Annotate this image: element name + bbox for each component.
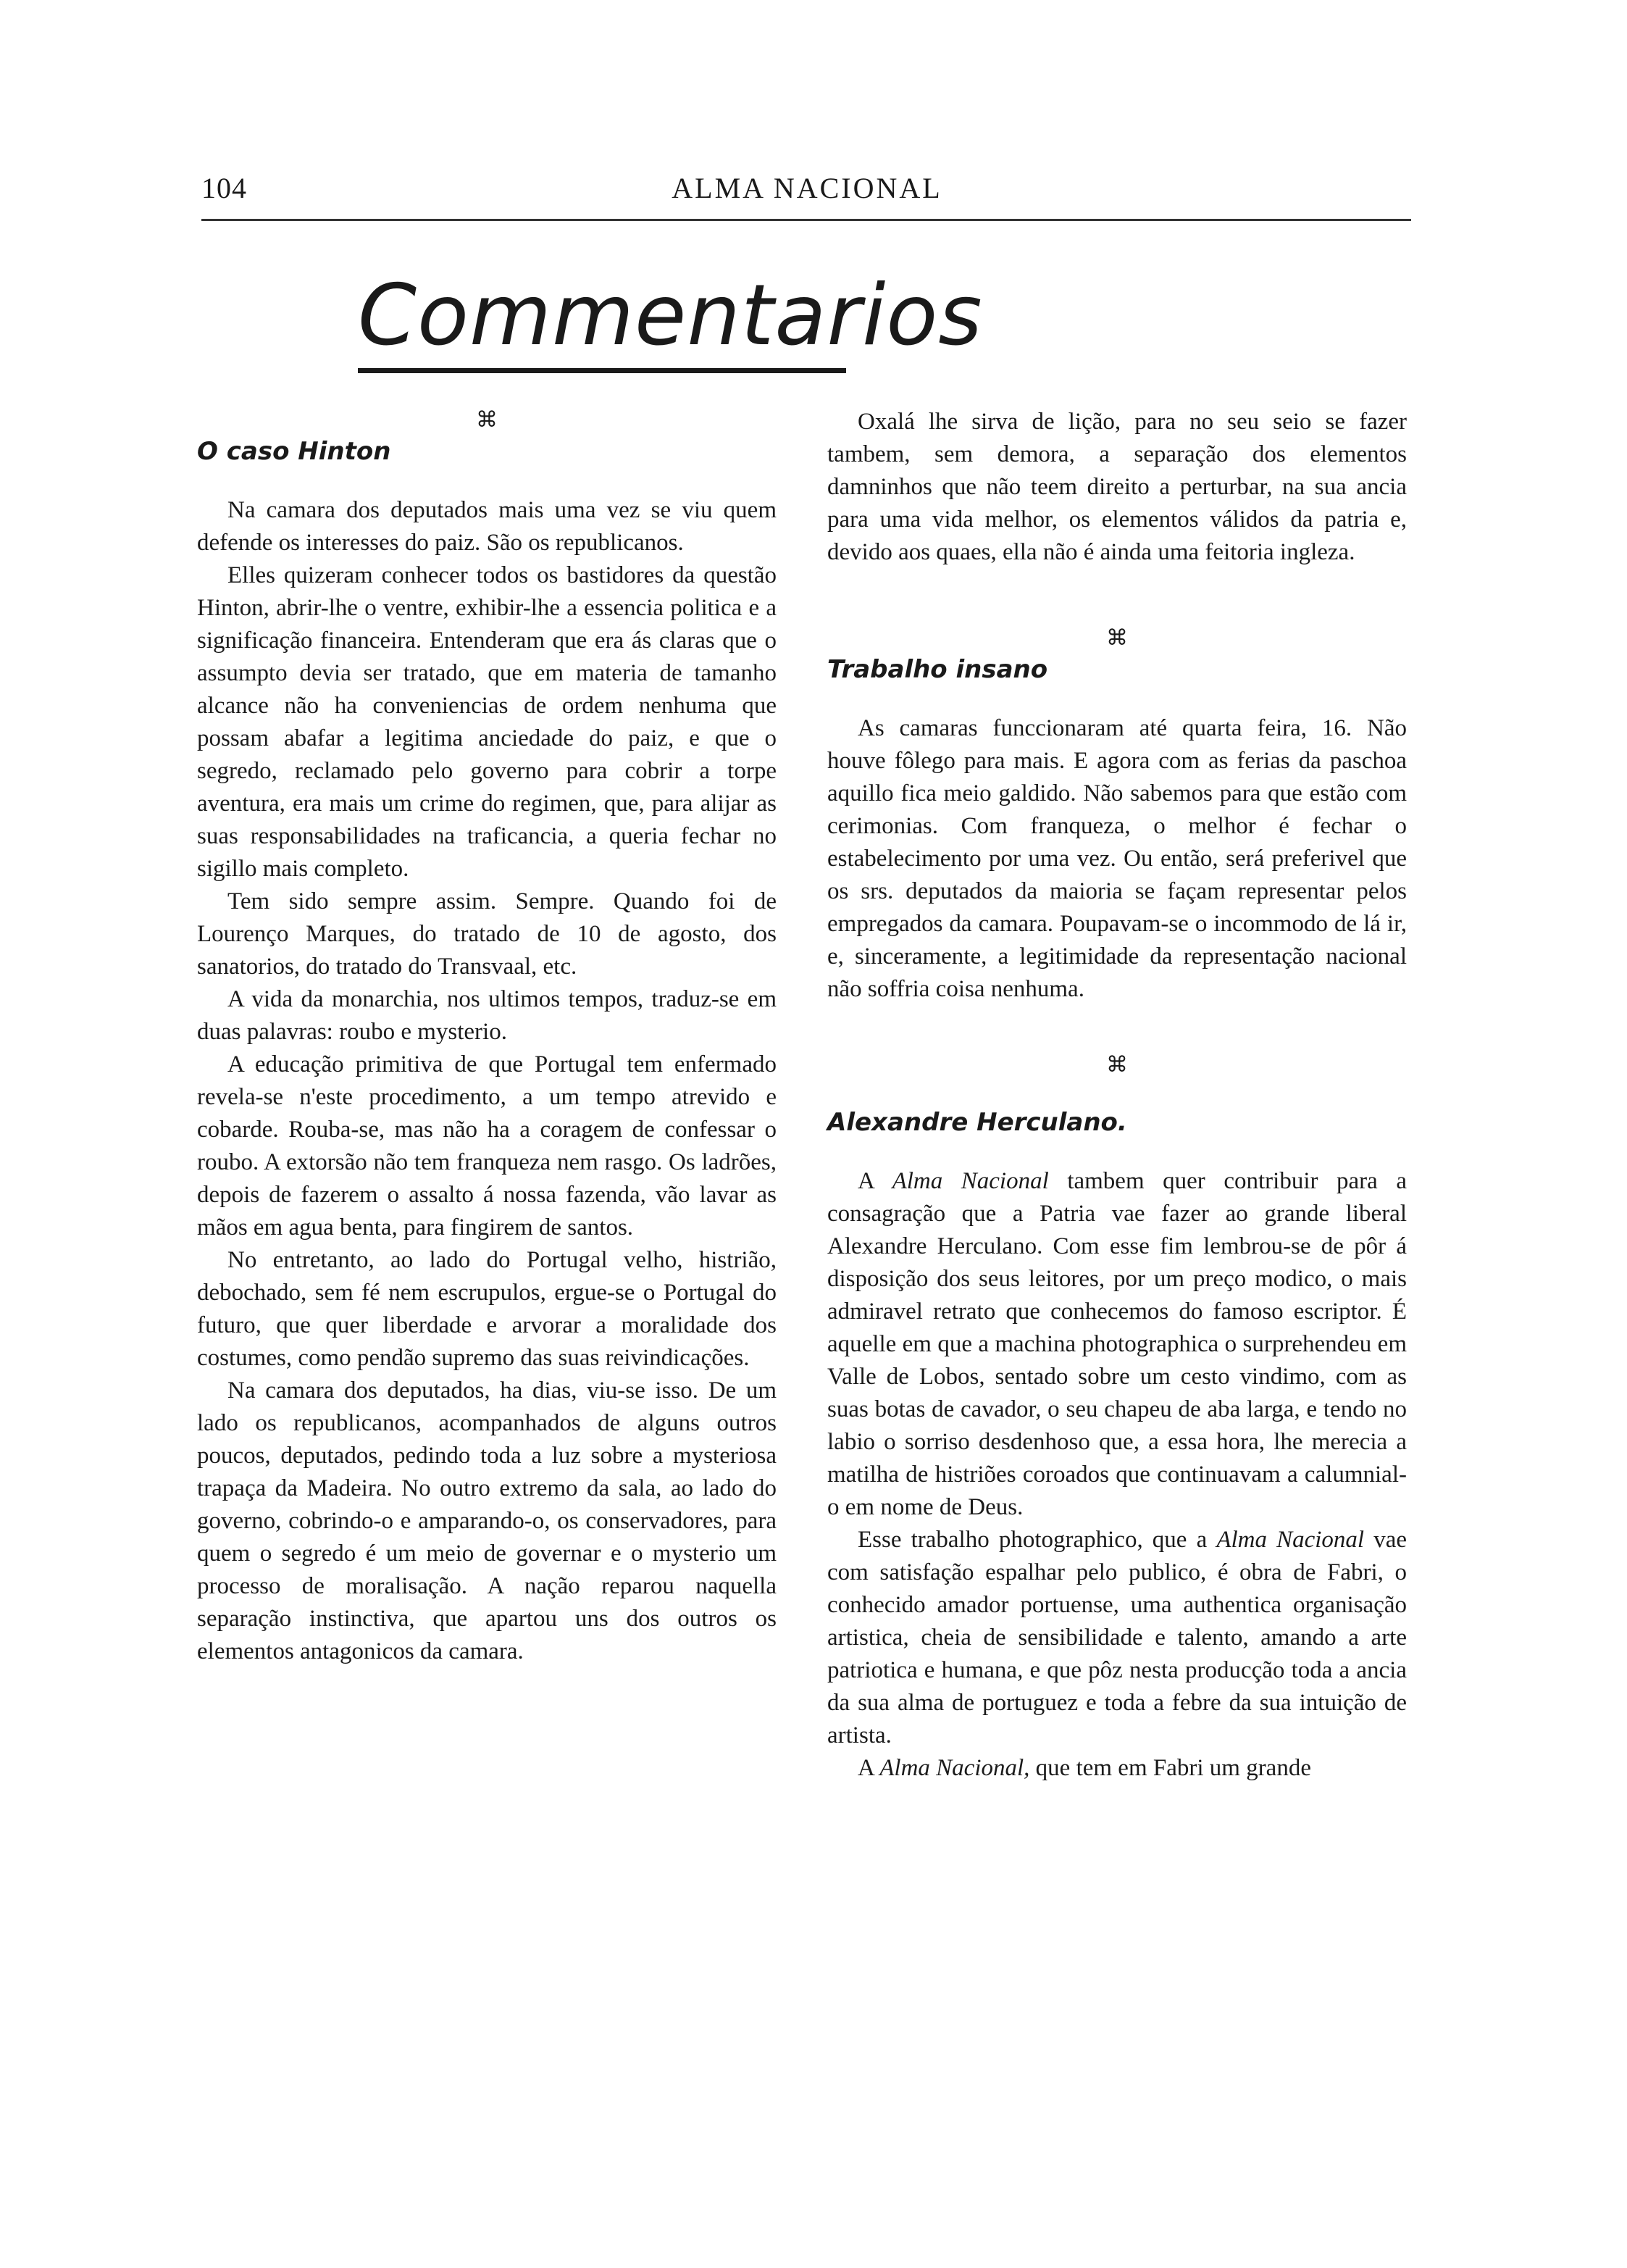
running-title: ALMA NACIONAL — [672, 172, 942, 204]
paragraph: A Alma Nacional, que tem em Fabri um grande — [858, 1755, 1311, 1781]
section-title-alexandre-herculano: Alexandre Herculano. — [827, 1108, 1127, 1137]
publication-name: Alma Nacional — [892, 1168, 1049, 1194]
ornament-icon: ⌘ — [1106, 625, 1128, 651]
header-divider — [201, 219, 1411, 221]
paragraph: As camaras funccionaram até quarta feira, 16. Não houve fôlego para mais. E agora com as ferias da paschoa aquillo fica meio galdido. Não sabemos para que estão com cerimonias. Com franqueza, o melhor é fechar o estabelecimento por uma vez. Ou então, será preferivel que os srs. deputados da maioria se façam representar pelos empregados da camara. Poupavam-se o incommodo de lá ir, e, sinceramente, a legitimidade da representação nacional não soffria coisa nenhuma. — [827, 715, 1407, 1002]
section-title-trabalho-insano: Trabalho insano — [827, 655, 1048, 684]
paragraph: Na camara dos deputados, ha dias, viu-se isso. De um lado os republicanos, acompanhados de alguns outros poucos, deputados, pedindo toda a luz sobre a mysteriosa trapaça da Madeira. No outro extremo da sala, ao lado do governo, cobrindo-o e amparando-o, os conservadores, para quem o segredo é um meio de governar e o mysterio um processo de moralisação. A nação reparou naquella separação instinctiva, que apartou uns dos outros os elementos antagonicos da camara. — [197, 1377, 777, 1664]
publication-name: Alma Nacional, — [879, 1755, 1030, 1781]
paragraph: No entretanto, ao lado do Portugal velho, histrião, debochado, sem fé nem escrupulos, ergue-se o Portugal do futuro, que quer liberdade e arvorar a moralidade dos costumes, como pendão supremo das suas reivindicações. — [197, 1247, 777, 1371]
section-title-o-caso-hinton: O caso Hinton — [197, 437, 391, 466]
paragraph: A educação primitiva de que Portugal tem enfermado revela-se n'este procedimento, a um tempo atrevido e cobarde. Rouba-se, mas não ha a coragem de confessar o roubo. A extorsão não tem franqueza nem rasgo. Os ladrões, depois de fazerem o assalto á nossa fazenda, vão lavar as mãos em agua benta, para fingirem de santos. — [197, 1051, 777, 1241]
article-title: Commentarios — [358, 267, 983, 364]
paragraph: Oxalá lhe sirva de lição, para no seu seio se fazer tambem, sem demora, a separação dos elementos damninhos que não teem direito a perturbar, na sua ancia para uma vida melhor, os elementos válidos da patria e, devido aos quaes, ella não é ainda uma feitoria ingleza. — [827, 409, 1407, 565]
page-header — [201, 171, 1413, 214]
paragraph: A Alma Nacional tambem quer contribuir para a consagração que a Patria vae fazer ao grande liberal Alexandre Herculano. Com esse fim lembrou-se de pôr á disposição dos seus leitores, por um preço modico, o mais admiravel retrato que conhecemos do famoso escriptor. É aquelle em que a machina photographica o surprehendeu em Valle de Lobos, sentado sobre um cesto vindimo, com as suas botas de cavador, o seu chapeu de aba larga, e tendo no labio o sorriso desdenhoso que, a essa hora, lhe merecia a matilha de histriões coroados que continuavam a calumnial-o em nome de Deus. — [827, 1168, 1407, 1520]
paragraph: Esse trabalho photographico, que a Alma Nacional vae com satisfação espalhar pelo publico, é obra de Fabri, o conhecido amador portuense, uma authentica organisação artistica, cheia de sensibilidade e talento, amando a arte patriotica e humana, e que pôz nesta producção toda a ancia da sua alma de portuguez e toda a febre da sua intuição de artista. — [827, 1527, 1407, 1748]
paragraph: Tem sido sempre assim. Sempre. Quando foi de Lourenço Marques, do tratado de 10 de agosto, dos sanatorios, do tratado do Transvaal, etc. — [197, 888, 777, 980]
ornament-icon: ⌘ — [1106, 1052, 1128, 1077]
paragraph: Na camara dos deputados mais uma vez se viu quem defende os interesses do paiz. São os republicanos. — [197, 497, 777, 556]
publication-name: Alma Nacional — [1216, 1527, 1365, 1553]
right-column — [827, 406, 1407, 1785]
ornament-icon: ⌘ — [476, 407, 498, 433]
page-number: 104 — [201, 172, 247, 204]
paragraph: A vida da monarchia, nos ultimos tempos, traduz-se em duas palavras: roubo e mysterio. — [197, 986, 777, 1045]
left-column — [197, 406, 777, 1668]
title-underline — [358, 368, 846, 373]
paragraph: Elles quizeram conhecer todos os bastidores da questão Hinton, abrir-lhe o ventre, exhibir-lhe a essencia politica e a significação financeira. Entenderam que era ás claras que o assumpto devia ser tratado, que em materia de tamanho alcance não ha conveniencias de ordem nenhuma que possam abafar a legitima anciedade do paiz, e que o segredo, reclamado pelo governo para cobrir a torpe aventura, era mais um crime do regimen, que, para alijar as suas responsabilidades na traficancia, a queria fechar no sigillo mais completo. — [197, 562, 777, 882]
